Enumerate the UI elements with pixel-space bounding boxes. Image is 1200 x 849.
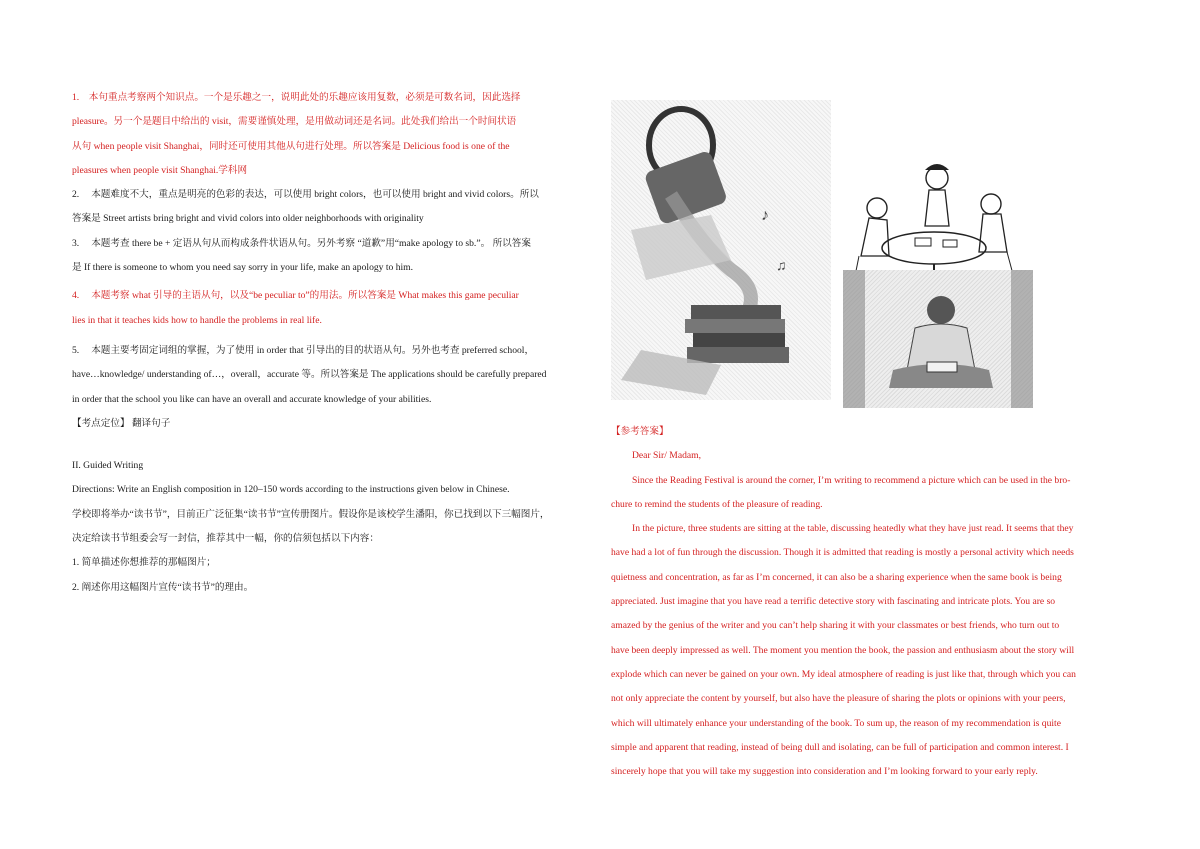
explanation-line: [72, 86, 592, 110]
essay-line: appreciated. Just imagine that you have read a terrific detective story with fascinating and intricate plots. You are so: [611, 596, 1056, 608]
explanation-line: [72, 339, 592, 363]
man-reading-icon: [843, 270, 1033, 408]
instruction-line: 1. 简单描述你想推荐的那幅图片；: [72, 557, 216, 569]
explanation-line: pleasures when people visit Shanghai.学科网: [72, 164, 248, 176]
item-number: 1.: [72, 92, 80, 103]
line-text: 本题考查 there be + 定语从句从而构成条件状语从句。另外考察 “道歉”用“make apology to sb.”。 所以答案: [91, 237, 531, 249]
explanation-line: pleasure。另一个是题目中给出的 visit，需要谨慎处理，是用做动词还是名词。此处我们给出一个时间状语: [72, 116, 517, 128]
essay-line: not only appreciate the content by yourself, but also have the pleasure of sharing the plots or opinions with your peers,: [611, 693, 1066, 705]
essay-line: quietness and concentration, as far as I’m concerned, it can also be a sharing experience when the same book is being: [611, 571, 1062, 583]
essay-line: simple and apparent that reading, instead of being dull and isolating, can be full of participation and common interest. I: [611, 741, 1069, 753]
explanation-line: have…knowledge/ understanding of…，overall，accurate 等。所以答案是 The applications should be carefully prepared: [72, 369, 547, 381]
music-note-icon: ♪: [761, 207, 769, 224]
item-number: 2.: [72, 189, 80, 201]
explanation-3: [72, 232, 592, 281]
left-column: [72, 86, 592, 600]
answer-label: 【参考答案】: [611, 426, 669, 437]
explanation-line: [72, 232, 592, 256]
essay-line: which will ultimately enhance your understanding of the book. To sum up, the reason of my recommendation is quite: [611, 717, 1061, 729]
essay-line: have been deeply impressed as well. The moment you mention the book, the passion and enthusiasm about the story will: [611, 644, 1075, 656]
explanation-line: in order that the school you like can have an overall and accurate knowledge of your abilities.: [72, 393, 432, 405]
line-text: 本句重点考察两个知识点。一个是乐趣之一，说明此处的乐趣应该用复数，必须是可数名词，因此选择: [88, 92, 521, 103]
item-number: 5.: [72, 344, 80, 356]
explanation-4: [72, 284, 592, 333]
essay-line: chure to remind the students of the pleasure of reading.: [611, 498, 823, 510]
music-note-icon: ♫: [776, 259, 787, 274]
books-illustration: [611, 100, 831, 400]
instruction-line: 2. 阐述你用这幅图片宣传“读书节”的理由。: [72, 581, 254, 593]
item-number: 4.: [72, 290, 80, 302]
man-reading-illustration: [843, 270, 1033, 408]
explanation-5: [72, 339, 592, 412]
explanation-line: [72, 183, 592, 207]
line-text: 本题主要考固定词组的掌握，为了使用 in order that 引导出的目的状语从句。另外也考查 preferred school，: [91, 344, 535, 356]
essay-line: sincerely hope that you will take my suggestion into consideration and I’m looking forward to your early reply.: [611, 766, 1038, 778]
line-text: 本题难度不大，重点是明亮的色彩的表达，可以使用 bright colors，也可以使用 bright and vivid colors。所以: [91, 189, 539, 201]
explanation-2: [72, 183, 592, 232]
right-column: [611, 92, 1129, 784]
point-label: 【考点定位】 翻译句子: [72, 417, 171, 429]
salutation: Dear Sir/ Madam,: [632, 450, 702, 462]
section-title: II. Guided Writing: [72, 460, 144, 472]
essay-line: Since the Reading Festival is around the corner, I’m writing to recommend a picture which can be used in the bro-: [632, 474, 1071, 486]
picture-collage: [611, 100, 1031, 420]
books-and-headphones-icon: [611, 100, 831, 400]
guided-writing: [72, 454, 592, 600]
students-discussion-illustration: [839, 156, 1019, 286]
instruction-line: 决定给读书节组委会写一封信，推荐其中一幅，你的信须包括以下内容：: [72, 533, 379, 545]
explanation-line: 是 If there is someone to whom you need say sorry in your life, make an apology to him.: [72, 262, 414, 274]
explanation-line: 答案是 Street artists bring bright and vivid colors into older neighborhoods with originality: [72, 213, 424, 225]
instruction-line: 学校即将举办“读书节”，目前正广泛征集“读书节”宣传册图片。假设你是该校学生潘阳，你已找到以下三幅图片，: [72, 508, 550, 520]
explanation-line: lies in that it teaches kids how to handle the problems in real life.: [72, 314, 322, 326]
directions: Directions: Write an English composition in 120–150 words according to the instructions given below in Chinese.: [72, 484, 510, 496]
essay-line: have had a lot of fun through the discussion. Though it is admitted that reading is mostly a personal activity which needs: [611, 547, 1074, 559]
essay-line: explode which can never be gained on your own. My ideal atmosphere of reading is just like that, through which you can: [611, 668, 1076, 680]
explanation-line: 从句 when people visit Shanghai，同时还可使用其他从句进行处理。所以答案是 Delicious food is one of the: [72, 140, 510, 152]
essay-line: amazed by the genius of the writer and you can’t help sharing it with your classmates or best friends, who turn out to: [611, 620, 1060, 632]
students-at-table-icon: [839, 156, 1019, 286]
explanation-1: [72, 86, 592, 183]
line-text: 本题考察 what 引导的主语从句，以及“be peculiar to”的用法。所以答案是 What makes this game peculiar: [91, 290, 519, 302]
essay-paragraph-2: [611, 517, 1129, 784]
essay-paragraph-1: [611, 469, 1129, 518]
explanation-line: [72, 284, 592, 308]
essay-line: In the picture, three students are sitting at the table, discussing heatedly what they have just read. It seems that they: [632, 523, 1074, 535]
item-number: 3.: [72, 237, 80, 249]
